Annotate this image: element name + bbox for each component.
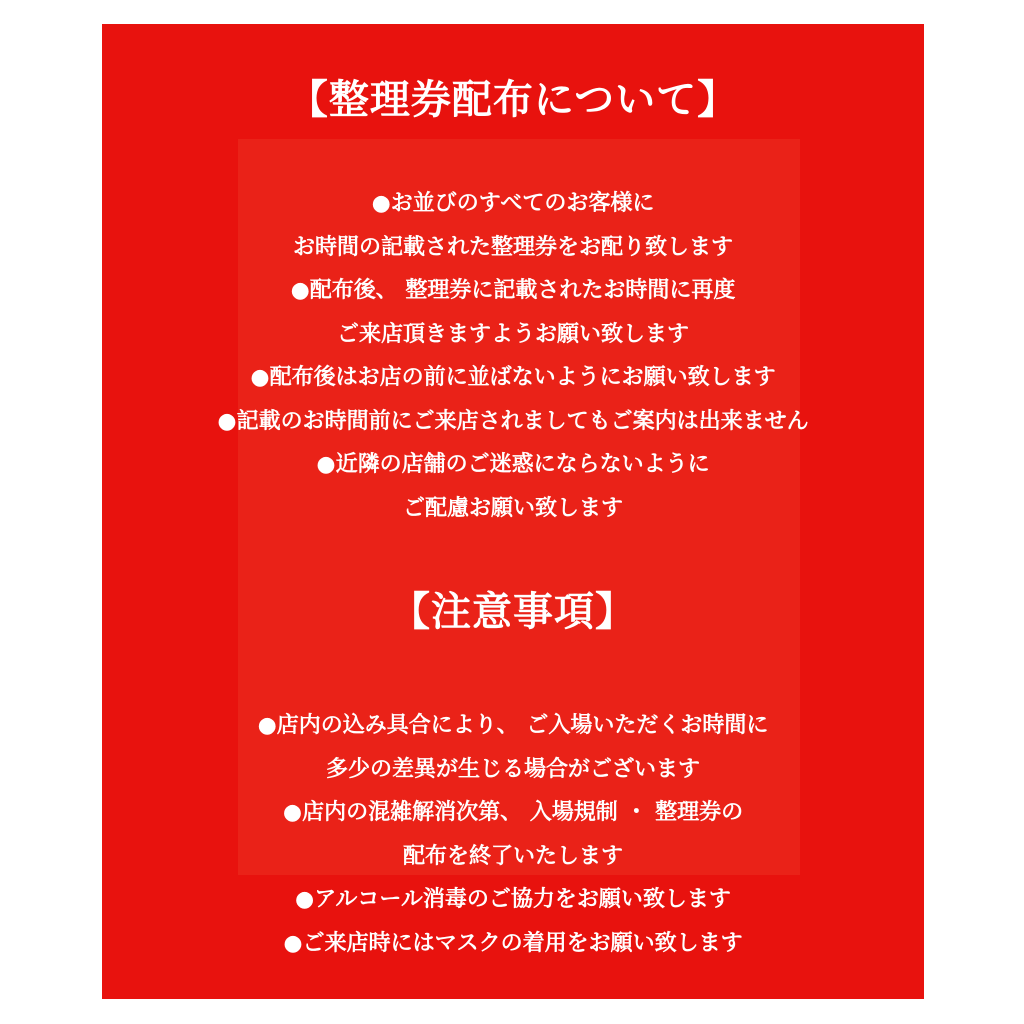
notice-line: ●お並びのすべてのお客様に bbox=[371, 191, 655, 216]
cautions-list bbox=[102, 704, 924, 965]
notice-line: ●近隣の店舗のご迷惑にならないように bbox=[316, 452, 710, 477]
notice-line: ご配慮お願い致します bbox=[402, 495, 623, 521]
cautions-title: 【注意事項】 bbox=[390, 589, 636, 635]
caution-line: ●アルコール消毒のご協力をお願い致します bbox=[295, 887, 731, 912]
notice-line: ●記載のお時間前にご来店されましてもご案内は出来ません bbox=[217, 408, 809, 434]
notice-line: ●配布後、 整理券に記載されたお時間に再度 bbox=[290, 278, 736, 303]
notice-line: ご来店頂きますようお願い致します bbox=[336, 321, 689, 347]
notice-line: ●配布後はお店の前に並ばないようにお願い致します bbox=[250, 365, 776, 390]
caution-line: ●ご来店時にはマスクの着用をお願い致します bbox=[283, 930, 743, 956]
caution-line: ●店内の混雑解消次第、 入場規制 ・ 整理券の bbox=[282, 800, 744, 825]
caution-line: ●店内の込み具合により、 ご入場いただくお時間に bbox=[257, 713, 769, 738]
ticket-distribution-list bbox=[102, 182, 924, 530]
caution-line: 多少の差異が生じる場合がございます bbox=[325, 756, 700, 782]
ticket-distribution-title: 【整理券配布について】 bbox=[287, 77, 739, 123]
notice-line: お時間の記載された整理券をお配り致します bbox=[292, 234, 733, 260]
caution-line: 配布を終了いたします bbox=[402, 843, 623, 869]
notice-panel bbox=[102, 24, 924, 999]
